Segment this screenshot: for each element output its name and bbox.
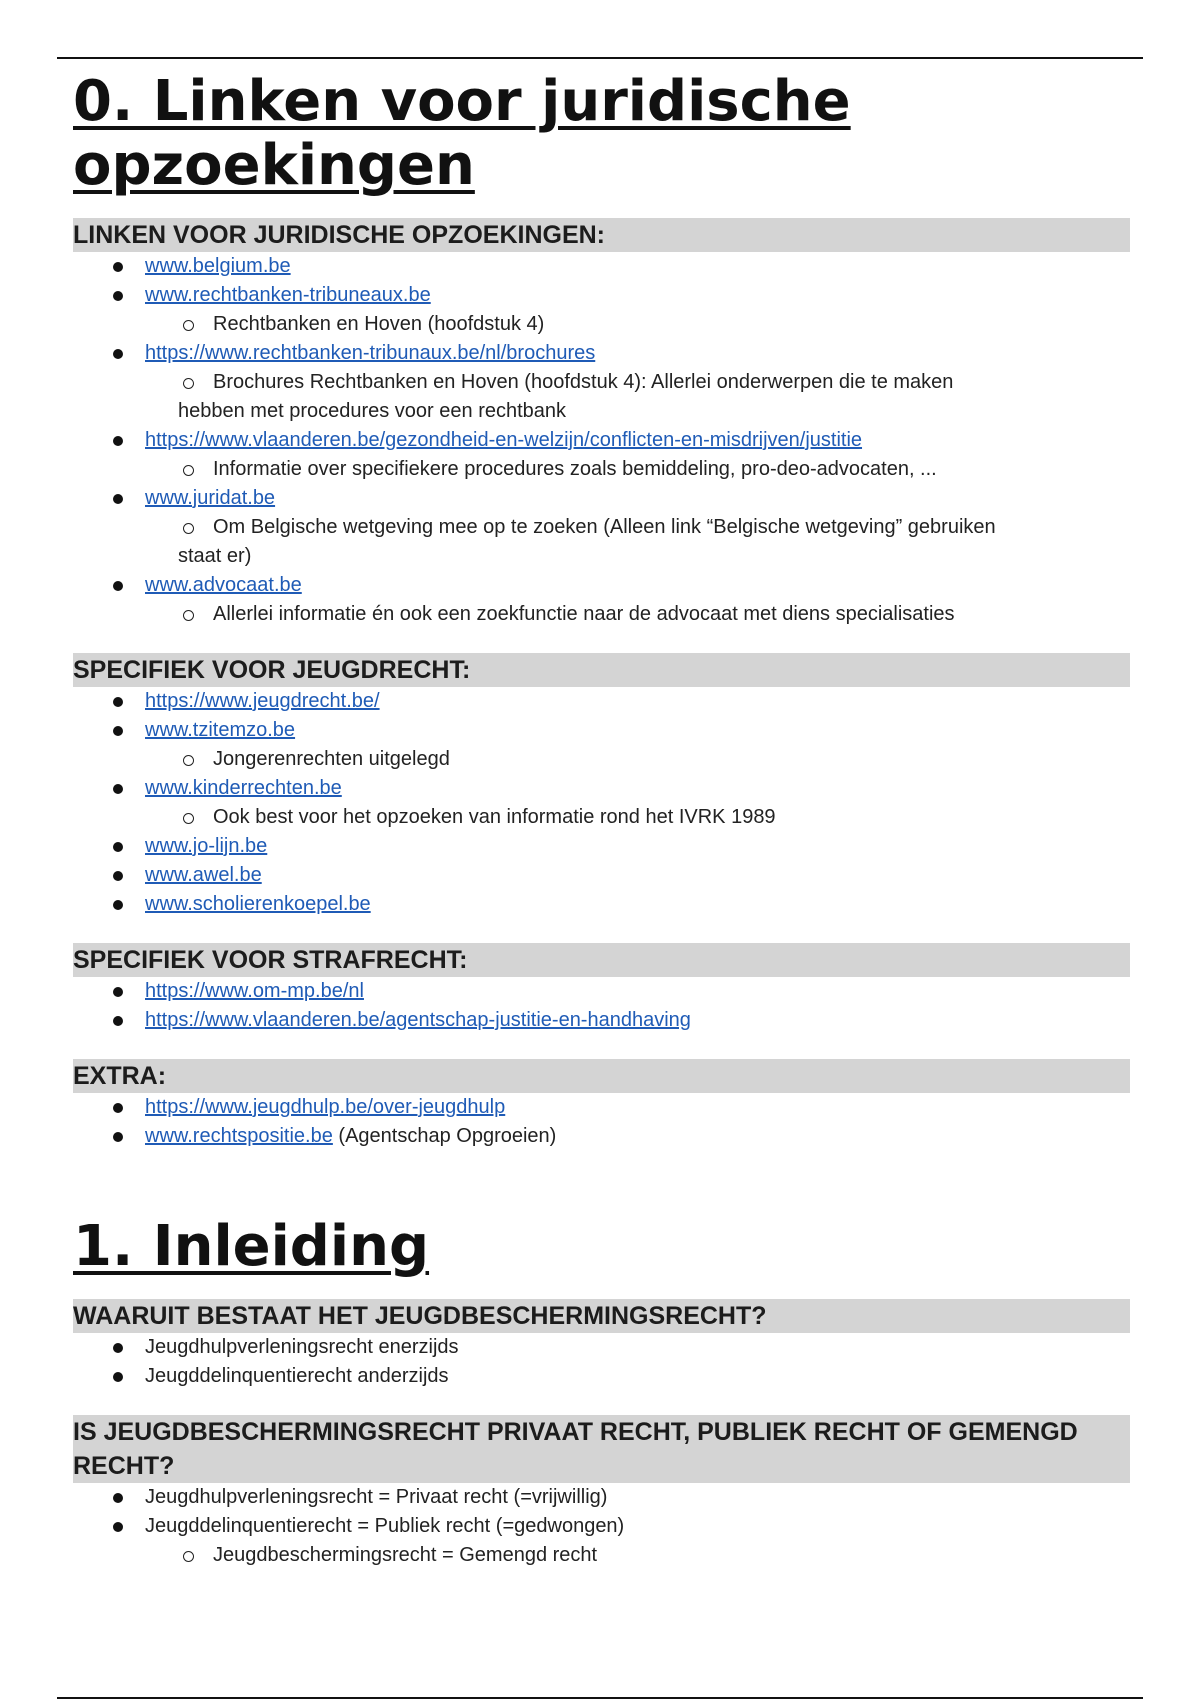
list-item (73, 426, 1130, 455)
section-heading: EXTRA: (73, 1059, 1130, 1093)
link[interactable]: www.advocaat.be (145, 574, 302, 596)
list-item (73, 252, 1130, 281)
sub-list-item: Rechtbanken en Hoven (hoofdstuk 4) (73, 310, 1130, 339)
list-item (73, 1122, 1130, 1151)
sub-list-item: Jeugdbeschermingsrecht = Gemengd recht (73, 1541, 1130, 1570)
bottom-rule (57, 1697, 1143, 1699)
list-item (73, 774, 1130, 803)
bullet-list (73, 1483, 1130, 1570)
sub-list-item: Informatie over specifiekere procedures zoals bemiddeling, pro-deo-advocaten, ... (73, 455, 1130, 484)
link-note: (Agentschap Opgroeien) (332, 1125, 557, 1147)
link[interactable]: www.juridat.be (145, 487, 276, 509)
sub-list-item (73, 368, 1130, 426)
section-heading: IS JEUGDBESCHERMINGSRECHT PRIVAAT RECHT, PUBLIEK RECHT OF GEMENGD RECHT? (73, 1415, 1130, 1483)
section-extra (73, 1059, 1130, 1151)
link[interactable]: www.kinderrechten.be (145, 777, 342, 799)
list-item: Jeugdhulpverleningsrecht enerzijds (73, 1333, 1130, 1362)
link-list (73, 1093, 1130, 1151)
link[interactable]: www.awel.be (145, 864, 262, 886)
link-list (73, 687, 1130, 919)
section-jeugdrecht (73, 653, 1130, 919)
list-item (73, 339, 1130, 368)
sub-text-continued: staat er) (178, 545, 252, 567)
section-heading: WAARUIT BESTAAT HET JEUGDBESCHERMINGSRECHT? (73, 1299, 1130, 1333)
link-list (73, 977, 1130, 1035)
list-item (73, 571, 1130, 600)
list-item (73, 484, 1130, 513)
section-heading: SPECIFIEK VOOR STRAFRECHT: (73, 943, 1130, 977)
link[interactable]: www.rechtbanken-tribuneaux.be (145, 284, 431, 306)
link-list (73, 252, 1130, 629)
list-item (73, 861, 1130, 890)
list-item: Jeugddelinquentierecht = Publiek recht (=gedwongen) (73, 1512, 1130, 1541)
link[interactable]: www.rechtspositie.be (145, 1125, 333, 1147)
section-strafrecht (73, 943, 1130, 1035)
section-bestaat (73, 1299, 1130, 1391)
link[interactable]: https://www.vlaanderen.be/gezondheid-en-welzijn/conflicten-en-misdrijven/justitie (145, 429, 863, 451)
sub-list-item: Jongerenrechten uitgelegd (73, 745, 1130, 774)
top-rule (57, 57, 1143, 59)
sub-text: Brochures Rechtbanken en Hoven (hoofdstuk 4): Allerlei onderwerpen die te maken (213, 371, 954, 393)
link[interactable]: https://www.jeugdhulp.be/over-jeugdhulp (145, 1096, 506, 1118)
bullet-list (73, 1333, 1130, 1391)
chapter-title-0: 0. Linken voor juridische opzoekingen (73, 69, 851, 198)
list-item (73, 977, 1130, 1006)
list-item (73, 890, 1130, 919)
sub-text: Om Belgische wetgeving mee op te zoeken (Alleen link “Belgische wetgeving” gebruiken (213, 516, 996, 538)
section-heading: SPECIFIEK VOOR JEUGDRECHT: (73, 653, 1130, 687)
list-item (73, 1093, 1130, 1122)
sub-text-continued: hebben met procedures voor een rechtbank (178, 400, 567, 422)
link[interactable]: www.tzitemzo.be (145, 719, 296, 741)
list-item (73, 687, 1130, 716)
link[interactable]: www.scholierenkoepel.be (145, 893, 371, 915)
link[interactable]: www.belgium.be (145, 255, 291, 277)
list-item: Jeugddelinquentierecht anderzijds (73, 1362, 1130, 1391)
list-item (73, 1006, 1130, 1035)
list-item (73, 281, 1130, 310)
sub-list-item (73, 513, 1130, 571)
list-item: Jeugdhulpverleningsrecht = Privaat recht (=vrijwillig) (73, 1483, 1130, 1512)
section-juridische-links (73, 218, 1130, 629)
sub-list-item: Allerlei informatie én ook een zoekfunctie naar de advocaat met diens specialisaties (73, 600, 1130, 629)
link[interactable]: https://www.vlaanderen.be/agentschap-justitie-en-handhaving (145, 1009, 691, 1031)
section-heading: LINKEN VOOR JURIDISCHE OPZOEKINGEN: (73, 218, 1130, 252)
chapter-title-1: 1. Inleiding (73, 1214, 430, 1279)
section-recht-type (73, 1415, 1130, 1570)
list-item (73, 716, 1130, 745)
link[interactable]: https://www.jeugdrecht.be/ (145, 690, 380, 712)
sub-list-item: Ook best voor het opzoeken van informatie rond het IVRK 1989 (73, 803, 1130, 832)
list-item (73, 832, 1130, 861)
link[interactable]: https://www.rechtbanken-tribunaux.be/nl/brochures (145, 342, 596, 364)
document-body (73, 70, 1130, 1594)
link[interactable]: www.jo-lijn.be (145, 835, 268, 857)
link[interactable]: https://www.om-mp.be/nl (145, 980, 364, 1002)
